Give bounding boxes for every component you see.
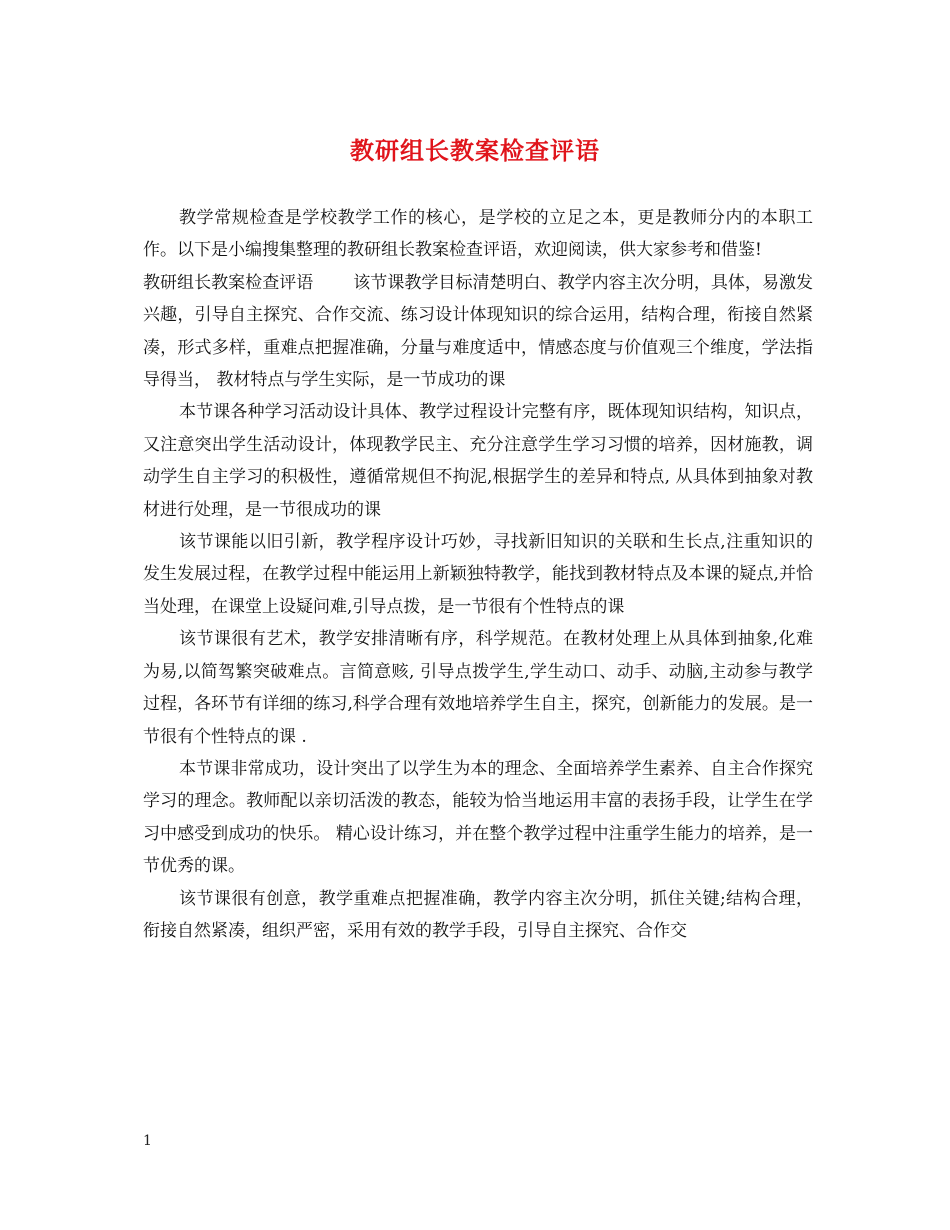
page-number: 1 (143, 1133, 152, 1149)
comment-paragraph: 本节课非常成功，设计突出了以学生为本的理念、全面培养学生素养、自主合作探究学习的理念。教师配以亲切活泼的教态，能较为恰当地运用丰富的表扬手段，让学生在学习中感受到成功的快乐。 精心设计练习，并在整个教学过程中注重学生能力的培养，是一节优秀的课。 (143, 758, 813, 877)
intro-paragraph: 教学常规检查是学校教学工作的核心，是学校的立足之本，更是教师分内的本职工作。以下是小编搜集整理的教研组长教案检查评语，欢迎阅读，供大家参考和借鉴! (143, 208, 813, 261)
section-heading: 教研组长教案检查评语 (143, 272, 314, 293)
comment-paragraph: 该节课很有艺术，教学安排清晰有序，科学规范。在教材处理上从具体到抽象,化难为易,以简驾繁突破难点。言简意赅, 引导点拨学生,学生动口、动手、动脑,主动参与教学过程，各环节有详细的练习,科学合理有效地培养学生自主，探究，创新能力的发展。是一节很有个性特点的课 . (143, 629, 813, 747)
document-body (143, 202, 813, 947)
first-comment-paragraph (143, 267, 813, 397)
comment-paragraph: 本节课各种学习活动设计具体、教学过程设计完整有序，既体现知识结构，知识点，又注意突出学生活动设计，体现教学民主、充分注意学生学习习惯的培养，因材施教，调动学生自主学习的积极性，遵循常规但不拘泥,根据学生的差异和特点, 从具体到抽象对教材进行处理，是一节很成功的课 (143, 402, 813, 520)
first-comment-text: 该节课教学目标清楚明白、教学内容主次分明，具体，易激发兴趣，引导自主探究、合作交流、练习设计体现知识的综合运用，结构合理，衔接自然紧凑，形式多样，重难点把握准确，分量与难度适中，情感态度与价值观三个维度，学法指导得当， 教材特点与学生实际，是一节成功的课 (143, 272, 814, 391)
comment-paragraph: 该节课能以旧引新，教学程序设计巧妙，寻找新旧知识的关联和生长点,注重知识的发生发展过程，在教学过程中能运用上新颖独特教学，能找到教材特点及本课的疑点,并恰当处理，在课堂上设疑问难,引导点拨，是一节很有个性特点的课 (143, 532, 813, 617)
comment-paragraph: 该节课很有创意，教学重难点把握准确，教学内容主次分明，抓住关键;结构合理，衔接自然紧凑，组织严密，采用有效的教学手段，引导自主探究、合作交 (143, 888, 813, 941)
document-title: 教研组长教案检查评语 (350, 136, 600, 165)
